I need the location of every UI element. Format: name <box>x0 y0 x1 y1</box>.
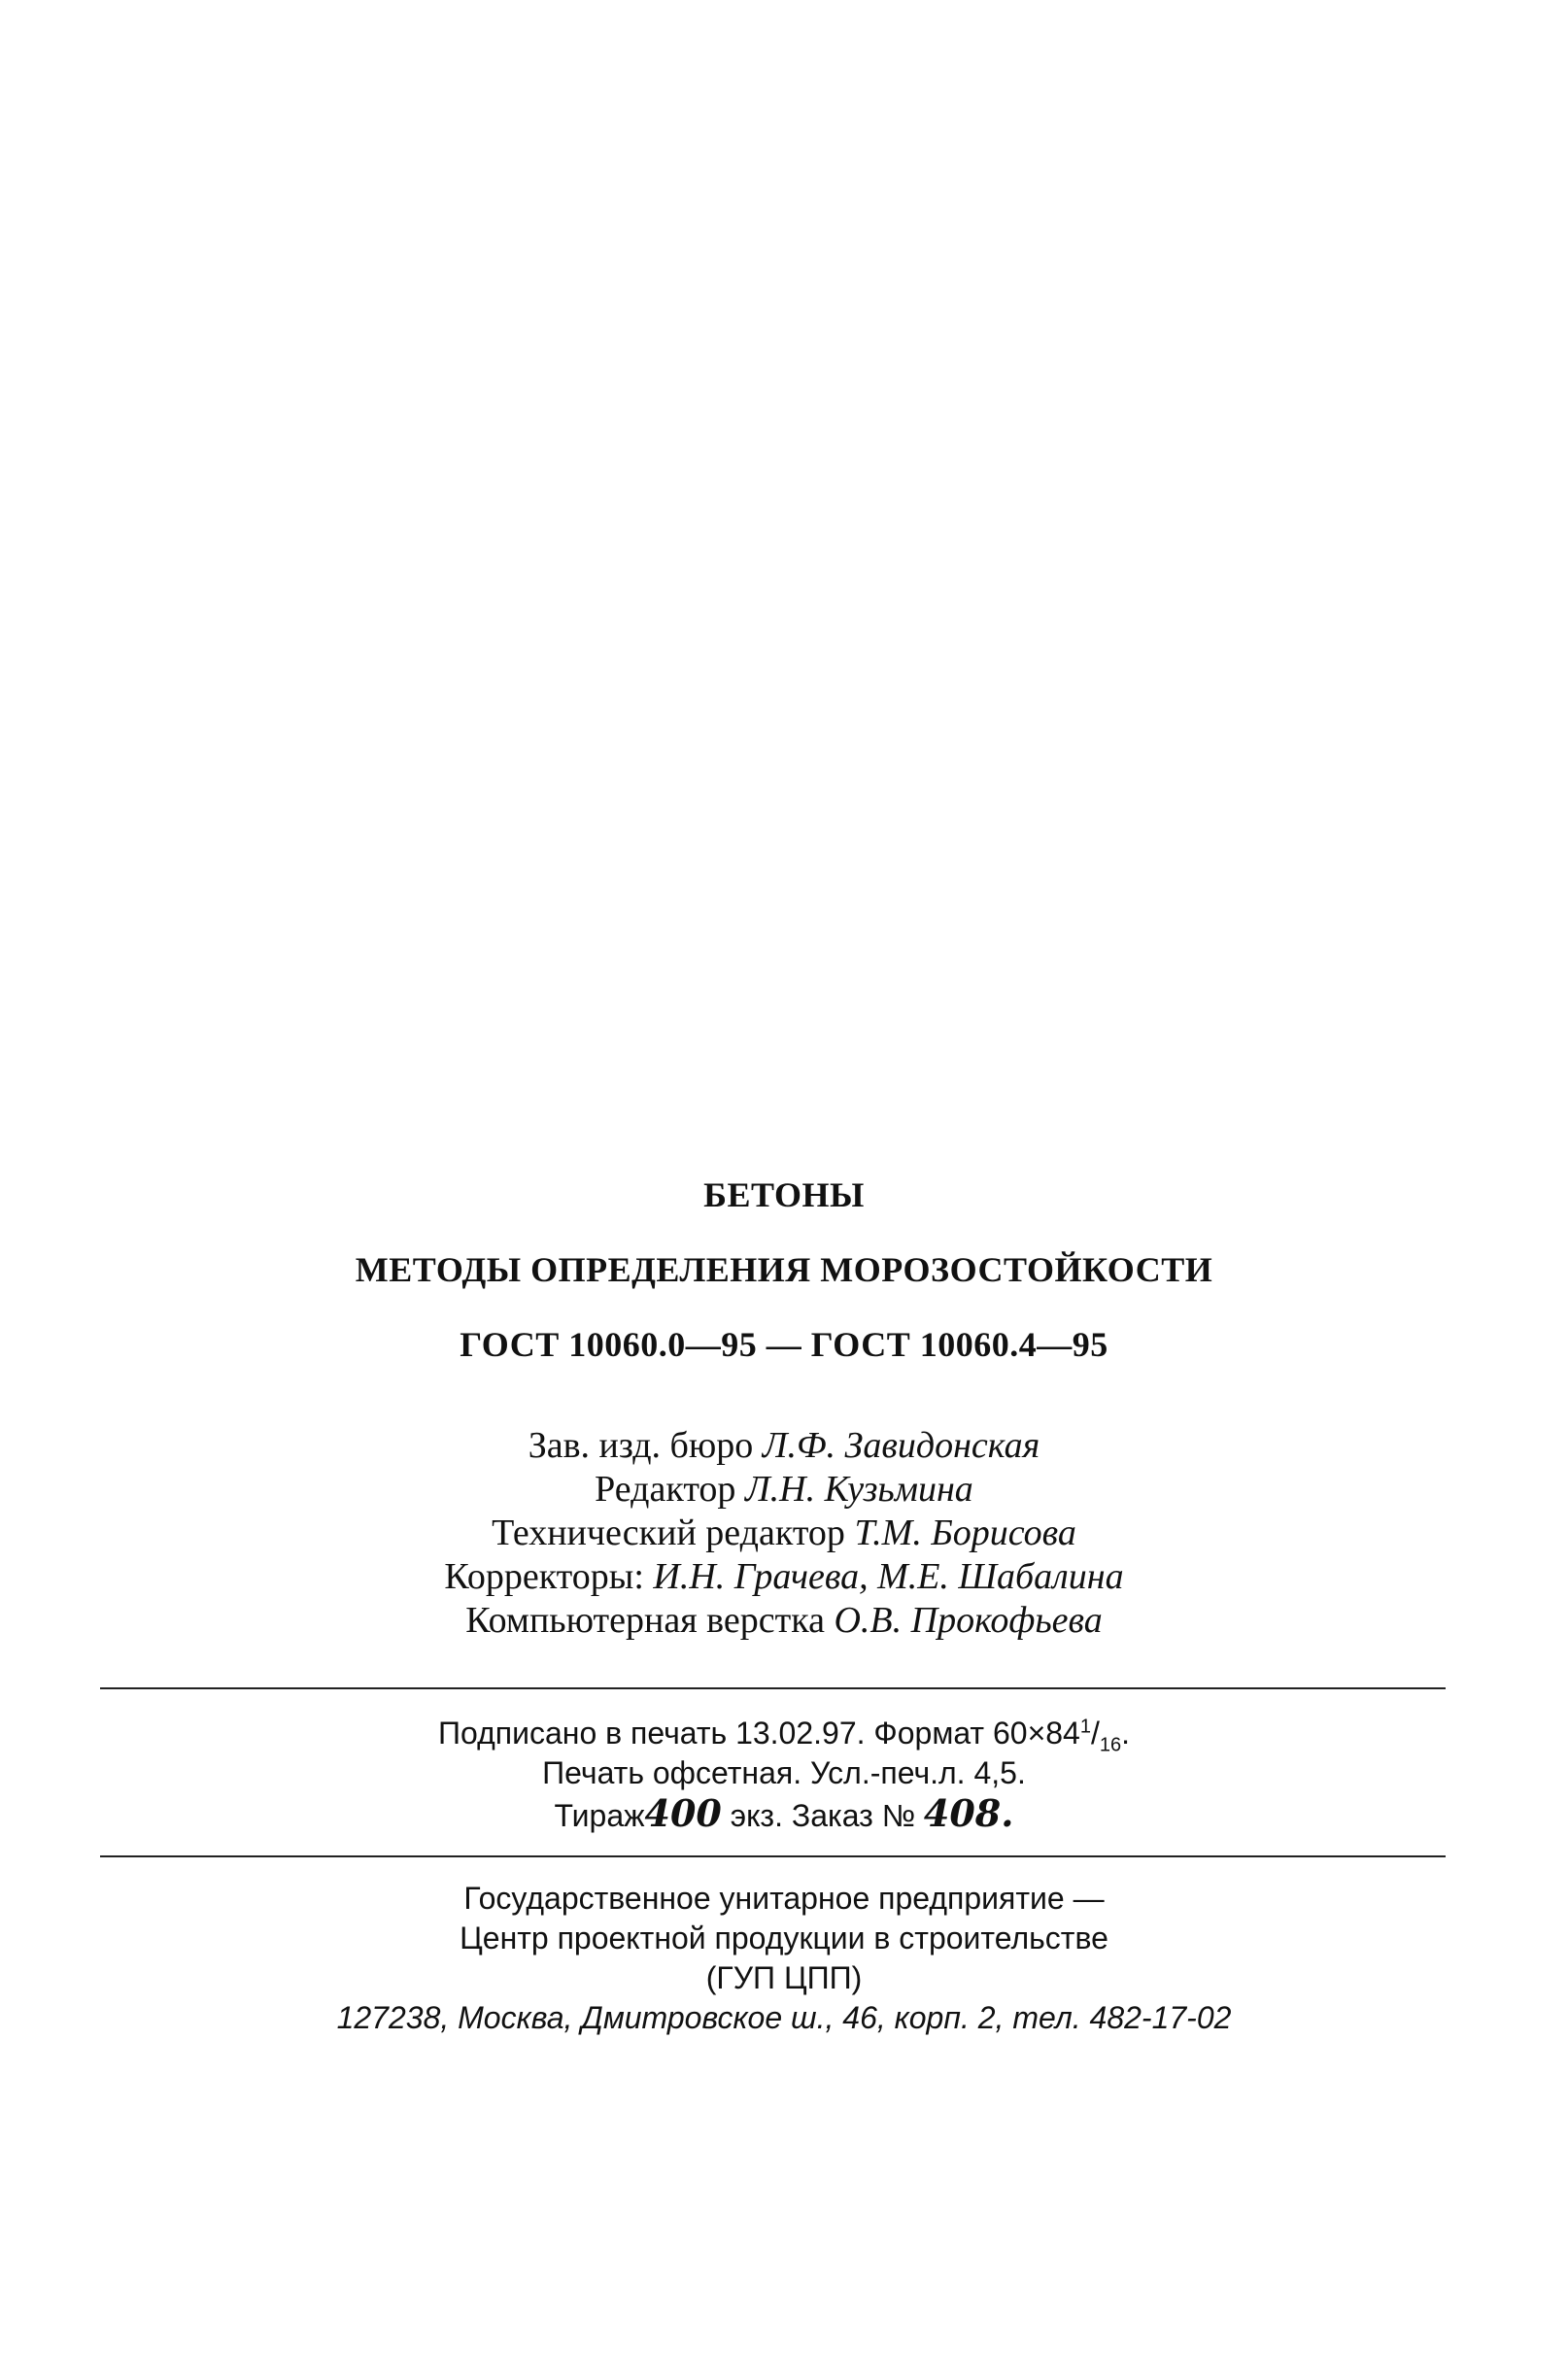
publisher-line3: (ГУП ЦПП) <box>705 1960 863 1995</box>
imprint-block <box>0 1714 1568 1836</box>
publisher-block <box>0 1879 1568 2038</box>
imprint-print: Печать офсетная. Усл.-печ.л. 4,5. <box>542 1755 1026 1790</box>
credit-bureau-label: Зав. изд. бюро <box>528 1425 754 1466</box>
order-value-handwritten: 408. <box>923 1791 1014 1835</box>
run-value-handwritten: 400 <box>644 1791 722 1835</box>
format-fraction-slash: / <box>1090 1716 1100 1751</box>
divider-bottom <box>100 1855 1446 1857</box>
credit-editor-label: Редактор <box>595 1469 736 1510</box>
publisher-address: 127238, Москва, Дмитровское ш., 46, корп. 2, тел. 482-17-02 <box>336 2000 1232 2035</box>
divider-top <box>100 1687 1446 1689</box>
credit-tech-editor-label: Технический редактор <box>492 1513 845 1553</box>
standard-numbers: ГОСТ 10060.0—95 — ГОСТ 10060.4—95 <box>460 1325 1108 1364</box>
credit-proofreaders-label: Корректоры: <box>444 1556 644 1597</box>
document-title: БЕТОНЫ <box>703 1175 865 1214</box>
credit-proofreaders-names: И.Н. Грачева, М.Е. Шабалина <box>653 1556 1124 1597</box>
run-unit: экз. Заказ № <box>730 1798 916 1833</box>
imprint-run <box>0 1793 1568 1836</box>
format-fraction-numerator: 1 <box>1079 1716 1091 1738</box>
credit-editor-name: Л.Н. Кузьмина <box>744 1469 973 1510</box>
credit-layout-label: Компьютерная верстка <box>465 1600 825 1641</box>
publisher-line2: Центр проектной продукции в строительстве <box>460 1921 1108 1955</box>
credit-tech-editor <box>0 1512 1568 1555</box>
credit-bureau-name: Л.Ф. Завидонская <box>762 1425 1040 1466</box>
run-label: Тираж <box>554 1798 645 1833</box>
imprint-signed <box>0 1714 1568 1756</box>
credit-proofreaders <box>0 1555 1568 1599</box>
document-subtitle: МЕТОДЫ ОПРЕДЕЛЕНИЯ МОРОЗОСТОЙКОСТИ <box>355 1250 1213 1289</box>
format-end: . <box>1121 1716 1130 1751</box>
credit-layout-name: О.В. Прокофьева <box>834 1600 1103 1641</box>
credit-bureau <box>0 1424 1568 1468</box>
credit-editor <box>0 1468 1568 1512</box>
imprint-signed-text: Подписано в печать 13.02.97. Формат 60×84 <box>438 1716 1080 1751</box>
credit-layout <box>0 1599 1568 1643</box>
credits-block <box>0 1424 1568 1643</box>
credit-tech-editor-name: Т.М. Борисова <box>854 1513 1076 1553</box>
publisher-line1: Государственное унитарное предприятие — <box>463 1881 1105 1916</box>
format-fraction-denominator: 16 <box>1099 1734 1122 1756</box>
